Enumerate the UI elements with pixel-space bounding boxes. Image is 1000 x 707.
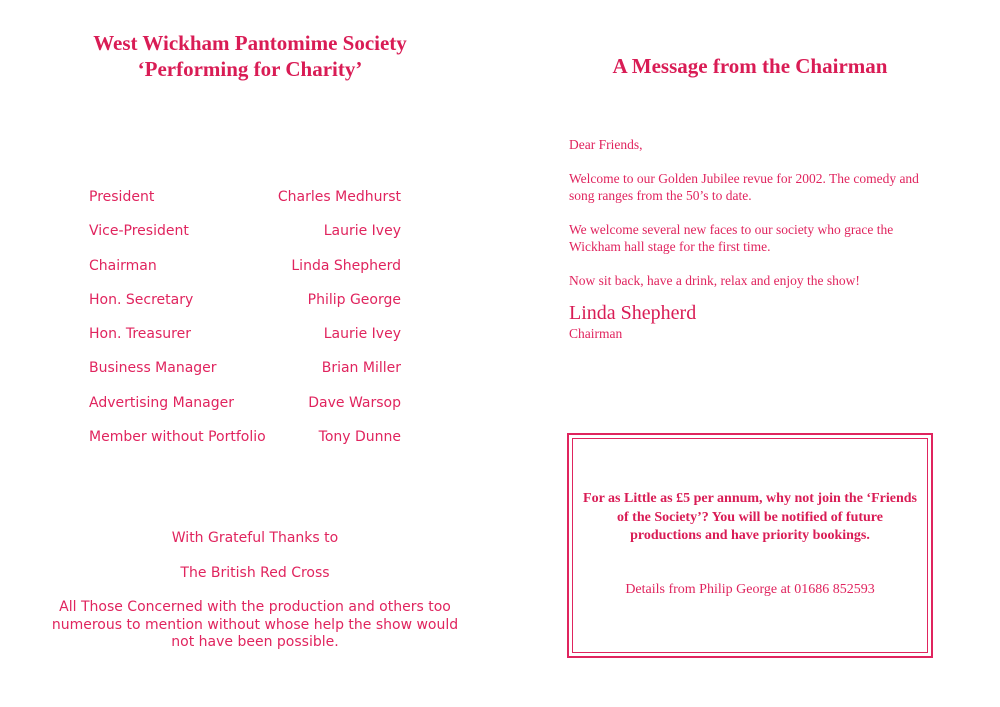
officer-role: Chairman xyxy=(89,257,157,274)
right-page xyxy=(500,0,1000,707)
officers-list xyxy=(89,186,401,460)
letter-paragraph: Welcome to our Golden Jubilee revue for 2002. The comedy and song ranges from the 50’s to date. xyxy=(569,171,919,203)
chairman-letter xyxy=(569,136,929,342)
officer-role: Member without Portfolio xyxy=(89,429,266,446)
officer-row xyxy=(89,392,401,426)
officer-row xyxy=(89,255,401,289)
officer-row xyxy=(89,357,401,391)
thanks-organisation: The British Red Cross xyxy=(180,564,330,581)
chairman-message-title: A Message from the Chairman xyxy=(612,54,888,78)
officer-row xyxy=(89,426,401,460)
letter-signature: Linda Shepherd xyxy=(569,302,697,324)
officer-role: Vice-President xyxy=(89,223,189,240)
thanks-others: All Those Concerned with the production and others too numerous to mention without whose help the show would not have been possible. xyxy=(51,599,459,650)
officer-name: Brian Miller xyxy=(321,360,401,377)
officer-row xyxy=(89,289,401,323)
officer-name: Laurie Ivey xyxy=(323,223,401,240)
letter-paragraph: Now sit back, have a drink, relax and enjoy the show! xyxy=(569,273,860,288)
officer-role: Hon. Secretary xyxy=(89,291,194,308)
officer-role: President xyxy=(89,189,155,205)
letter-signature-role: Chairman xyxy=(569,326,623,341)
thanks-heading: With Grateful Thanks to xyxy=(171,530,339,546)
officer-role: Advertising Manager xyxy=(89,394,235,411)
officer-role: Hon. Treasurer xyxy=(89,326,191,343)
promo-inner-border xyxy=(572,438,928,653)
officer-name: Charles Medhurst xyxy=(277,189,401,205)
officer-name: Tony Dunne xyxy=(318,429,401,446)
officer-name: Linda Shepherd xyxy=(291,257,401,274)
officer-name: Philip George xyxy=(307,291,401,308)
promo-contact-details: Details from Philip George at 01686 852593 xyxy=(625,582,875,597)
letter-greeting: Dear Friends, xyxy=(569,137,643,152)
officer-name: Laurie Ivey xyxy=(323,326,401,343)
officer-row xyxy=(89,186,401,220)
letter-paragraph: We welcome several new faces to our society who grace the Wickham hall stage for the first time. xyxy=(569,222,894,254)
officer-row xyxy=(89,220,401,254)
officer-row xyxy=(89,323,401,357)
society-name: West Wickham Pantomime Society xyxy=(93,31,407,55)
friends-promo-box xyxy=(567,433,933,658)
acknowledgements xyxy=(40,530,470,652)
officer-name: Dave Warsop xyxy=(308,394,401,411)
promo-text: For as Little as £5 per annum, why not join the ‘Friends of the Society’? You will be notified of future productions and have priority bookings. xyxy=(583,491,917,543)
society-title xyxy=(0,30,500,82)
society-motto: ‘Performing for Charity’ xyxy=(137,57,363,81)
officer-role: Business Manager xyxy=(89,360,217,377)
